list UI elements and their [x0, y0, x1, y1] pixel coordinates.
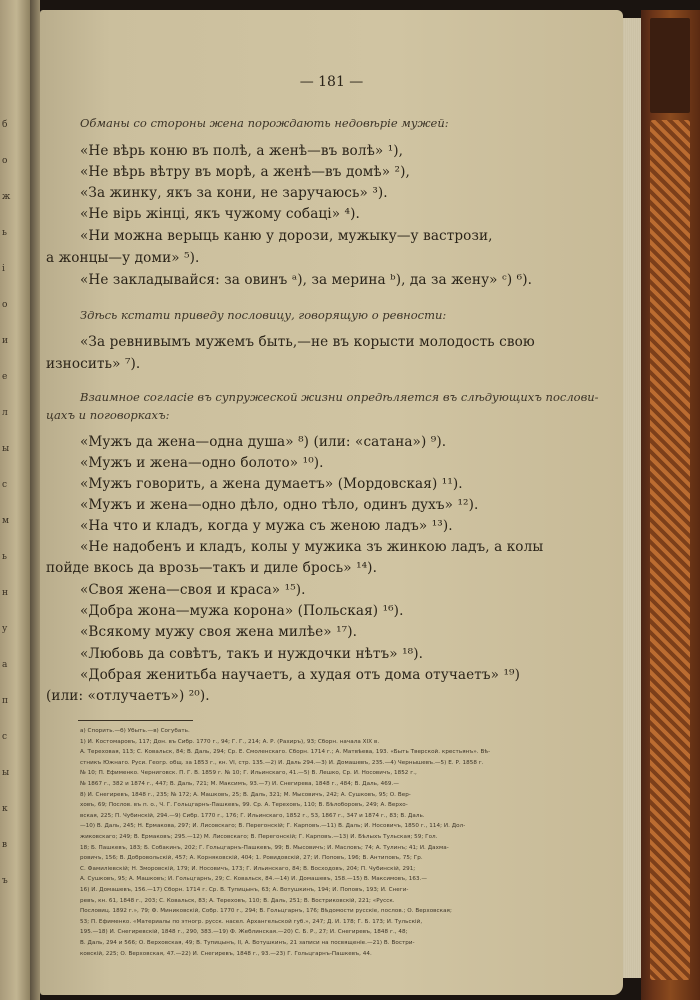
proverb-line: «Любовь да совѣтъ, такъ и нуждочки нѣтъ» ¹⁸). — [80, 646, 424, 662]
footnote-line: С. Фамиліевскій; Н. Зморовскій, 179; И. Носовичъ, 173; Г. Ильинскаго, 84; В. Восходовъ, 204; П. Чубинскій, 291; — [80, 865, 416, 872]
footnote-line: Пословиц. 1892 г.», 79; Ф. Миниковскій, Собр. 1770 г., 294; В. Гольцгарнъ, 176; Вѣдомости русскіе, послов.; О. Верховская; — [80, 908, 452, 915]
footnote-line: 18; Б. Пашкевъ, 183; Б. Собакинъ, 202; Г. Гольцгарнъ-Пашкевъ, 99; В. Мысовичъ; И. Масловъ; 74; А. Тулинъ; 41; И. Дахма- — [80, 844, 449, 851]
left-page-text-fragment: с — [2, 480, 8, 490]
proverb-line: а жонцы—у доми» ⁵). — [46, 250, 200, 266]
left-page-text-fragment: к — [2, 804, 8, 814]
footnote-line: —10) В. Даль, 245; Н. Ермакова, 297; И. Лисовскаго; В. Перегонскій; Г. Карповъ.—11) В. Даль; И. Носовичъ, 1850 г., 114; И. Дол- — [80, 823, 466, 830]
cover-leather-top — [650, 18, 690, 113]
footnote-line: А. Сушковъ, 95; А. Машковъ; И. Гольцгарнъ, 29; С. Ковальск, 84.—14) И. Домашевъ, 158.—15) В. Максимовъ, 163.— — [80, 876, 428, 883]
proverb-line: «Не закладывайся: за овинъ ᵃ), за мерина ᵇ), да за жену» ᶜ) ⁶). — [80, 272, 533, 288]
footnote-line: ковскій, 225; О. Верховская, 47.—22) И. Снегиревъ, 1848 г., 93.—23) Г. Гольцгарнъ-Пашкевъ, 44. — [80, 950, 372, 957]
left-page-text-fragment: п — [2, 696, 8, 706]
proverb-line: пойде вкось да врозь—такъ и диле брось» ¹⁴). — [46, 560, 378, 576]
proverb-line: «Мужъ и жена—одно дѣло, одно тѣло, одинъ духъ» ¹²). — [80, 497, 479, 513]
footnote-line: 8) И. Снегиревъ, 1848 г., 235; № 172; А. Машковъ, 25; В. Даль, 321; М. Мысовичъ, 242; А. Сушковъ, 95; О. Вер- — [80, 791, 411, 798]
footnote-line: ревъ, кн. 61, 1848 г., 203; С. Ковальск, 83; А. Тереховъ, 110; В. Даль, 251; В. Востриковскій, 221; «Русск. — [80, 897, 395, 904]
footnote-line: № 1867 г., 382 и 1874 г., 447; В. Даль, 721; М. Максимъ, 93.—7) И. Снегирева, 1848 г., 484; В. Даль, 469.— — [80, 781, 399, 787]
left-page-text-fragment: о — [2, 156, 8, 166]
left-page-text-fragment: ь — [2, 228, 7, 238]
left-page-text-fragment: л — [2, 408, 8, 418]
footnote-line: а) Спорить.—б) Убыть.—в) Согубать. — [80, 728, 190, 734]
proverb-line: «Ни можна верыць каню у дорози, мужыку—у вастрози, — [80, 228, 493, 244]
left-page-text-fragment: м — [2, 516, 10, 526]
left-page-text-fragment: ь — [2, 552, 7, 562]
left-page-text-fragment: ы — [2, 768, 10, 778]
proverb-line: «Мужъ и жена—одно болото» ¹⁰). — [80, 455, 324, 471]
book-gutter — [30, 0, 40, 1000]
proverb-line: «Не вѣрь вѣтру въ морѣ, а женѣ—въ домѣ» ²), — [80, 164, 410, 180]
proverb-line: «За ревнивымъ мужемъ быть,—не въ корысти молодость свою — [80, 334, 535, 350]
section-header-soglasie-cont: цахъ и поговоркахъ: — [46, 408, 170, 422]
section-header-revnost: Здѣсь кстати приведу пословицу, говорящую о ревности: — [80, 308, 447, 322]
proverb-line: «Не надобенъ и кладъ, колы у мужика зъ жинкою ладъ, а колы — [80, 539, 544, 555]
footnote-line: А. Тереховая, 113; С. Ковальск, 84; В. Даль, 294; Ср. Е. Смоленскаго. Сборн. 1714 г.; А. Матвѣева, 193. «Быть Тверской. крестьянъ». Вѣ- — [80, 749, 491, 756]
left-page-text-fragment: ж — [2, 192, 11, 202]
proverb-line: «Не вѣрь коню въ полѣ, а женѣ—въ волѣ» ¹), — [80, 143, 404, 159]
cover-woven-spine — [650, 120, 690, 980]
left-page-text-fragment: с — [2, 732, 8, 742]
proverb-line: «Мужъ говорить, а жена думаетъ» (Мордовская) ¹¹). — [80, 476, 463, 492]
left-page-text-fragment: и — [2, 336, 8, 346]
page-number: — 181 — — [299, 74, 364, 90]
footnote-line: вская, 225; П. Чубинскій, 294.—9) Сибр. 1770 г., 176; Г. Ильинскаго, 1852 г., 53, 1867 г., 347 и 1874 г., 83; В. Даль. — [80, 812, 425, 819]
left-page-text-fragment: ы — [2, 444, 10, 454]
left-page-text-fragment: е — [2, 372, 8, 382]
section-header-soglasie: Взаимное согласіе въ супружеской жизни опредѣляется въ слѣдующихъ послови- — [80, 390, 599, 404]
left-page-text-fragment: н — [2, 588, 8, 598]
book-page-181 — [40, 10, 623, 995]
proverb-line: «Добра жона—мужа корона» (Польская) ¹⁶). — [80, 603, 404, 619]
footnote-line: стникъ Южнаго. Руси. Геогр. общ. за 1853 г., кн. VI, стр. 135.—2) И. Даль 294.—3) И. Домашевъ, 235.—4) Чернышевъ.—5) Е. Р. 1858 г. — [80, 759, 484, 766]
footnote-line: 1) И. Костомаровъ, 117; Дон. въ Сибр. 1770 г., 94; Г. Г., 214; А. Р. (Рахиръ), 93; Сборн. начала XIX в. — [80, 738, 380, 745]
footnote-rule — [78, 720, 193, 721]
footnote-line: 195.—18) И. Снегиревскій, 1848 г., 290, 383.—19) Ф. Жеблинская.—20) С. Б. Р., 27; И. Снегиревъ, 1848 г., 48; — [80, 929, 408, 936]
left-page-text-fragment: о — [2, 300, 8, 310]
section-header-obmany: Обманы со стороны жена порождають недовѣріе мужей: — [80, 116, 449, 130]
footnote-line: жиковскаго; 249; В. Ермаковъ; 295.—12) М. Лисовскаго; В. Перегонскій; Г. Карповъ.—13) И. Бѣлыхъ Тульская; 59; Гол. — [80, 834, 438, 840]
left-page-text-fragment: б — [2, 120, 8, 130]
proverb-line: «Добрая женитьба научаетъ, а худая отъ дома отучаетъ» ¹⁹) — [80, 667, 520, 683]
left-page-text-fragment: у — [2, 624, 8, 634]
footnote-line: ховъ, 69; Послов. въ п. о., Ч. Г. Гольцгарнъ-Пашкевъ, 99. Ср. А. Тереховъ, 110; В. Бѣлоборовъ, 249; А. Верхо- — [80, 802, 408, 809]
page-stack-edge — [623, 18, 641, 978]
left-page-text-fragment: а — [2, 660, 8, 670]
proverb-line: износить» ⁷). — [46, 356, 141, 372]
proverb-line: «Всякому мужу своя жена милѣе» ¹⁷). — [80, 624, 358, 640]
proverb-line: «Не вірь жінці, якъ чужому собаці» ⁴). — [80, 206, 360, 222]
footnote-line: ровичъ, 156; В. Добровольскій, 457; А. Корняковскій, 404; 1. Ровидовскій, 27; И. Поповъ, 196; В. Антиповъ, 75; Гр. — [80, 855, 423, 862]
proverb-line: (или: «отлучаетъ») ²⁰). — [46, 688, 210, 704]
footnote-line: В. Даль, 294 и 566; О. Верховская, 49; В. Тупицынъ, II, А. Вотушкинъ, 21 записи на посвященіе.—21) В. Востри- — [80, 940, 415, 946]
footnote-line: 53; П. Ефименко. «Материалы по этногр. русск. насел. Архангельской губ.», 247; Д. И. 178; Г. Б. 173; И. Тульскій, — [80, 918, 423, 925]
proverb-line: «На что и кладъ, когда у мужа съ женою ладъ» ¹³). — [80, 518, 453, 534]
left-page-text-fragment: в — [2, 840, 8, 850]
footnote-line: № 10; П. Ефименко. Черниговск. П. Г. В. 1859 г. № 10; Г. Ильинскаго, 41.—5) В. Лешко, Ср. И. Носовичъ, 1852 г., — [80, 770, 417, 777]
proverb-line: «За жинку, якъ за кони, не заручаюсь» ³). — [80, 185, 388, 201]
left-page-edge — [0, 0, 30, 1000]
footnote-line: 16) И. Домашевъ, 156.—17) Сборн. 1714 г. Ср. В. Тупицынъ, 63; А. Вотушкинъ, 194; И. Поповъ, 193; И. Снеги- — [80, 887, 409, 893]
proverb-line: «Своя жена—своя и краса» ¹⁵). — [80, 582, 306, 598]
left-page-text-fragment: і — [2, 264, 5, 274]
left-page-text-fragment: ъ — [2, 876, 8, 886]
proverb-line: «Мужъ да жена—одна душа» ⁸) (или: «сатана») ⁹). — [80, 434, 447, 450]
